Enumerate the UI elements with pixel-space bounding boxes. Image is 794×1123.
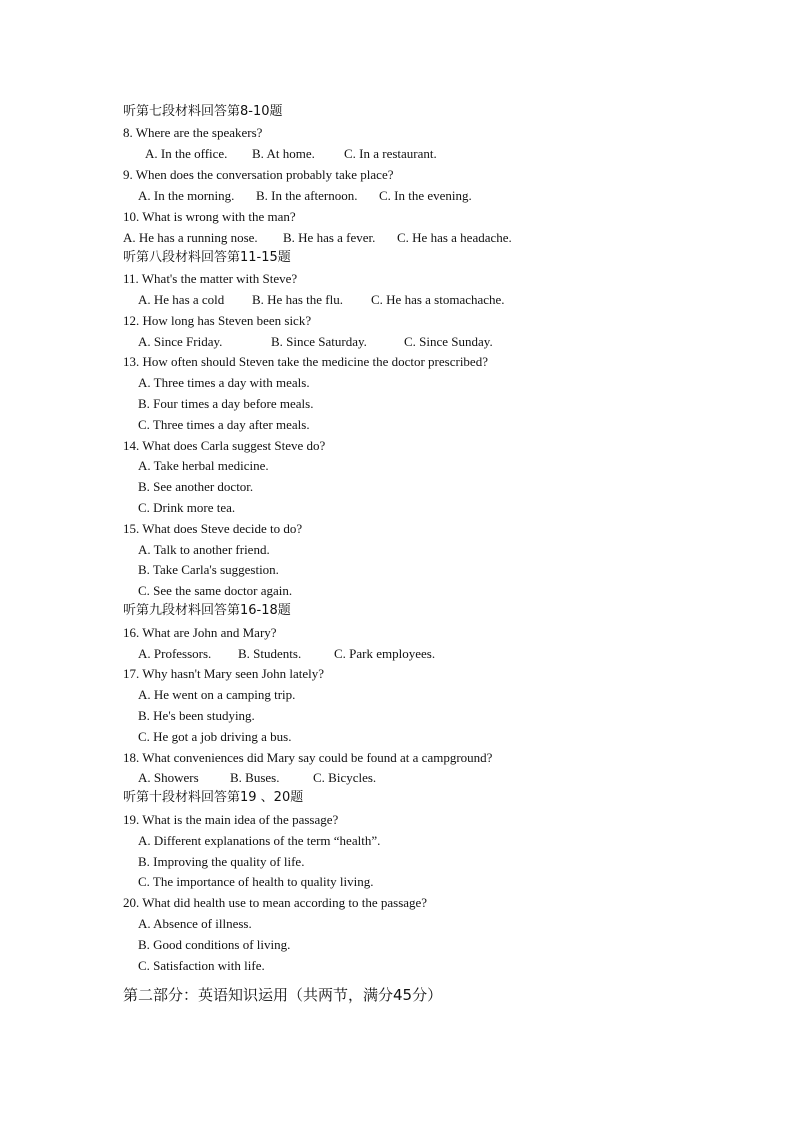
option-20b: B. Good conditions of living. (138, 937, 291, 952)
option-11a: A. He has a cold (138, 292, 225, 307)
option-10a: A. He has a running nose. (123, 230, 258, 245)
option-13c: C. Three times a day after meals. (138, 417, 310, 432)
option-12a: A. Since Friday. (138, 334, 223, 349)
option-11b: B. He has the flu. (252, 292, 343, 307)
option-17c: C. He got a job driving a bus. (138, 729, 292, 744)
question-stem-20: 20. What did health use to mean according to the passage? (123, 895, 428, 910)
option-14c: C. Drink more tea. (138, 500, 236, 515)
section-heading-7: 听第七段材料回答第8-10题 (123, 104, 283, 119)
section-heading-10: 听第十段材料回答第19 、20题 (123, 790, 304, 805)
option-17a: A. He went on a camping trip. (138, 687, 296, 702)
question-stem-11: 11. What's the matter with Steve? (123, 271, 298, 286)
option-15b: B. Take Carla's suggestion. (138, 562, 279, 577)
option-16c: C. Park employees. (334, 646, 436, 661)
part-two-heading: 第二部分：英语知识运用（共两节，满分45分） (123, 986, 443, 1004)
option-20a: A. Absence of illness. (138, 916, 252, 931)
option-16b: B. Students. (238, 646, 302, 661)
question-stem-9: 9. When does the conversation probably take place? (123, 167, 394, 182)
option-17b: B. He's been studying. (138, 708, 255, 723)
option-16a: A. Professors. (138, 646, 212, 661)
option-19a: A. Different explanations of the term “health”. (138, 833, 381, 848)
option-15c: C. See the same doctor again. (138, 583, 293, 598)
section-heading-8: 听第八段材料回答第11-15题 (123, 250, 291, 265)
section-heading-9: 听第九段材料回答第16-18题 (123, 603, 291, 618)
question-stem-8: 8. Where are the speakers? (123, 125, 263, 140)
option-11c: C. He has a stomachache. (371, 292, 505, 307)
option-10b: B. He has a fever. (283, 230, 376, 245)
option-14b: B. See another doctor. (138, 479, 254, 494)
question-stem-14: 14. What does Carla suggest Steve do? (123, 438, 326, 453)
option-20c: C. Satisfaction with life. (138, 958, 265, 973)
option-15a: A. Talk to another friend. (138, 542, 270, 557)
option-9a: A. In the morning. (138, 188, 235, 203)
option-18a: A. Showers (138, 770, 199, 785)
question-stem-17: 17. Why hasn't Mary seen John lately? (123, 666, 325, 681)
question-stem-18: 18. What conveniences did Mary say could be found at a campground? (123, 750, 493, 765)
question-stem-15: 15. What does Steve decide to do? (123, 521, 303, 536)
option-8b: B. At home. (252, 146, 315, 161)
option-10c: C. He has a headache. (397, 230, 512, 245)
option-12c: C. Since Sunday. (404, 334, 493, 349)
option-18c: C. Bicycles. (313, 770, 377, 785)
option-13a: A. Three times a day with meals. (138, 375, 310, 390)
question-stem-13: 13. How often should Steven take the medicine the doctor prescribed? (123, 354, 488, 369)
question-stem-19: 19. What is the main idea of the passage? (123, 812, 339, 827)
question-stem-10: 10. What is wrong with the man? (123, 209, 296, 224)
option-18b: B. Buses. (230, 770, 280, 785)
option-12b: B. Since Saturday. (271, 334, 367, 349)
option-19c: C. The importance of health to quality living. (138, 874, 374, 889)
question-stem-12: 12. How long has Steven been sick? (123, 313, 312, 328)
option-9c: C. In the evening. (379, 188, 472, 203)
option-8a: A. In the office. (145, 146, 228, 161)
option-19b: B. Improving the quality of life. (138, 854, 305, 869)
option-13b: B. Four times a day before meals. (138, 396, 314, 411)
option-14a: A. Take herbal medicine. (138, 458, 269, 473)
question-stem-16: 16. What are John and Mary? (123, 625, 277, 640)
option-9b: B. In the afternoon. (256, 188, 358, 203)
option-8c: C. In a restaurant. (344, 146, 437, 161)
